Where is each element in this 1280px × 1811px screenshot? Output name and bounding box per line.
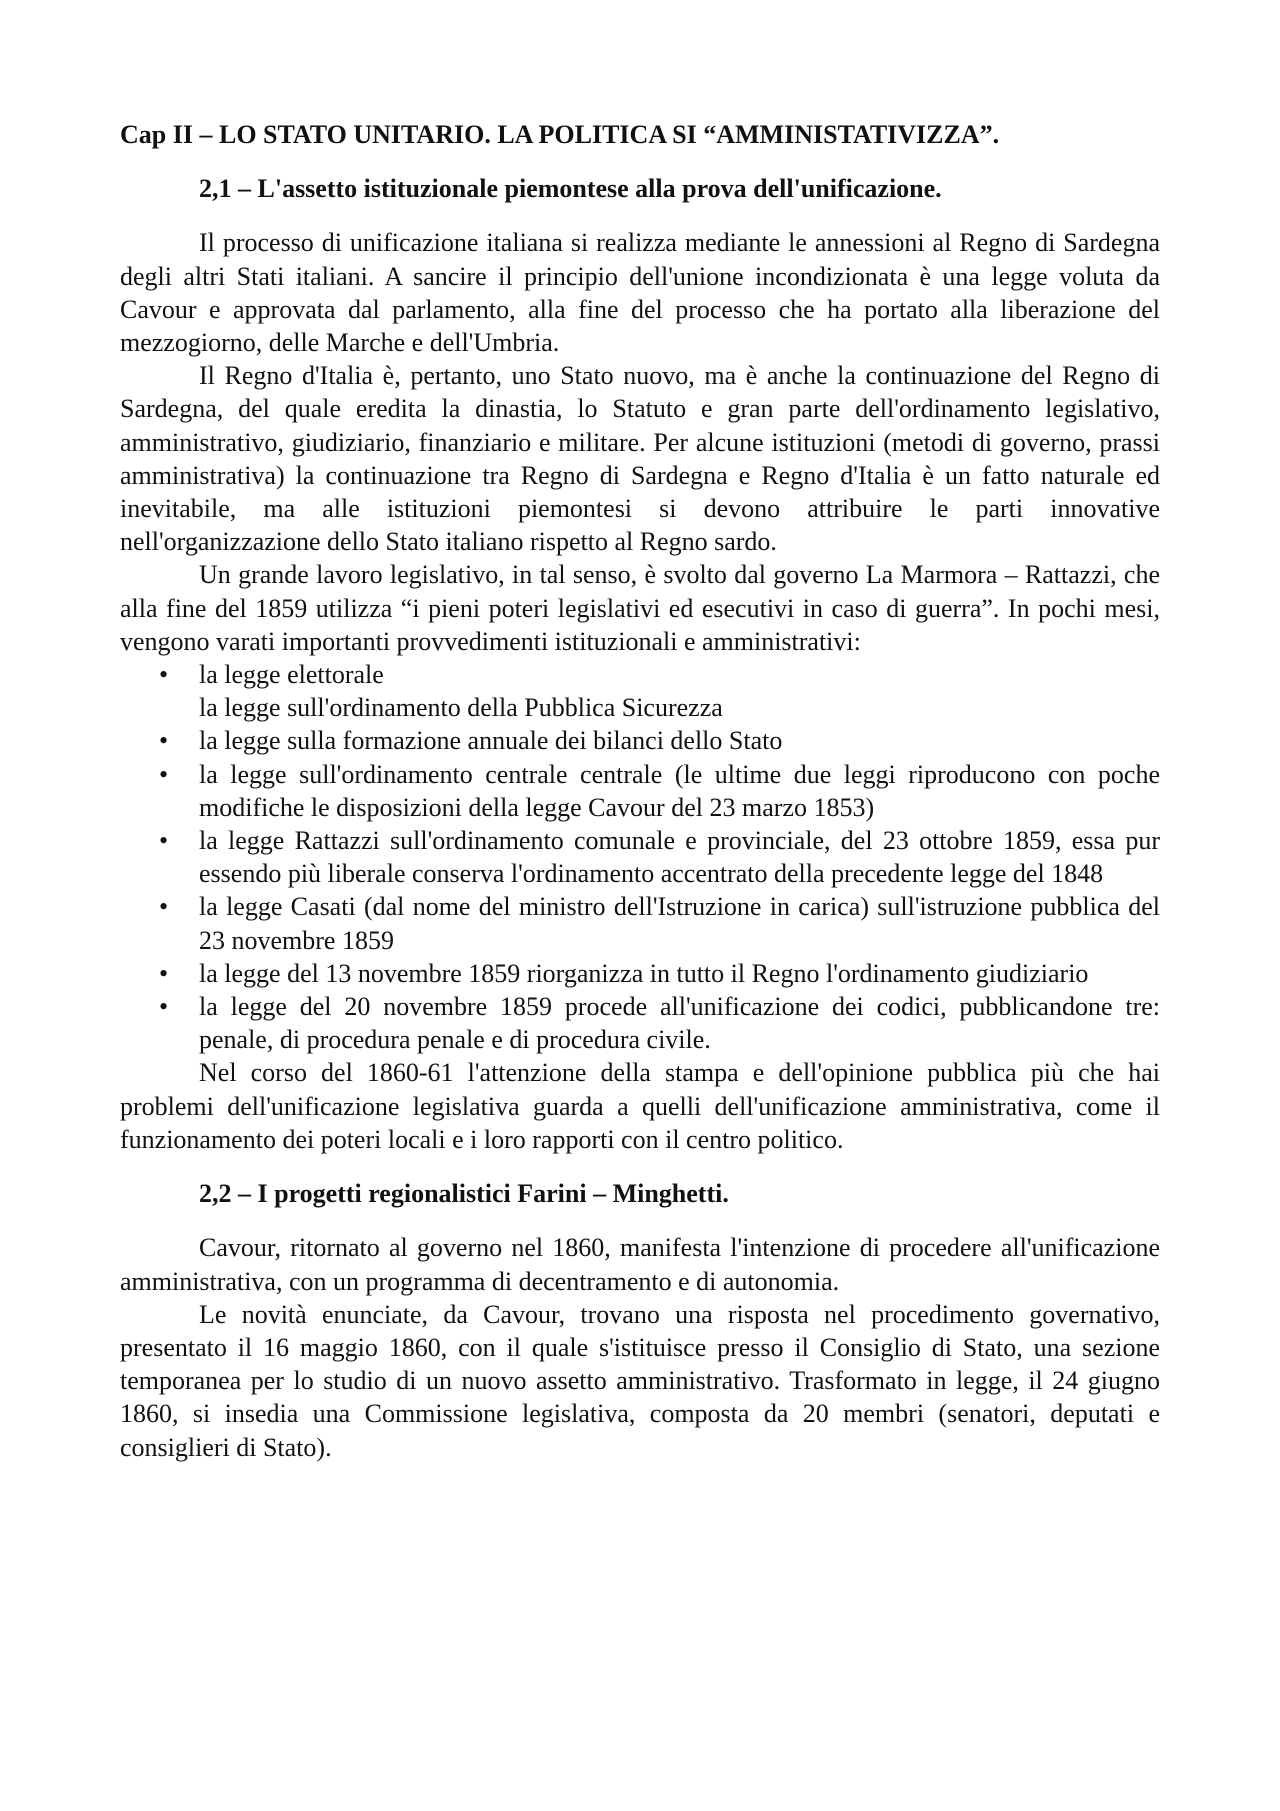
paragraph: Un grande lavoro legislativo, in tal senso, è svolto dal governo La Marmora – Rattazzi, che alla fine del 1859 utilizza “i pieni poteri legislativi ed esecutivi in caso di guerra”. In pochi mesi, vengono varati importanti provvedimenti istituzionali e amministrativi: (120, 560, 1160, 656)
list-item-text: la legge Casati (dal nome del ministro dell'Istruzione in carica) sull'istruzione pubblica del 23 novembre 1859 (199, 892, 1160, 955)
paragraph: Cavour, ritornato al governo nel 1860, manifesta l'intenzione di procedere all'unificazione amministrativa, con un programma di decentramento e di autonomia. (120, 1233, 1160, 1296)
list-item (120, 658, 1160, 691)
paragraph: Il Regno d'Italia è, pertanto, uno Stato nuovo, ma è anche la continuazione del Regno di Sardegna, del quale eredita la dinastia, lo Statuto e gran parte dell'ordinamento legislativo, amministrativo, giudiziario, finanziario e militare. Per alcune istituzioni (metodi di governo, prassi amministrativa) la continuazione tra Regno di Sardegna e Regno d'Italia è un fatto naturale ed inevitabile, ma alle istituzioni piemontesi si devono attribuire le parti innovative nell'organizzazione dello Stato italiano rispetto al Regno sardo. (120, 361, 1160, 557)
laws-list (120, 658, 1160, 1056)
bullet-icon: • (159, 992, 169, 1022)
list-item (120, 724, 1160, 757)
document-page (120, 118, 1160, 1464)
section-title-2-1: 2,1 – L'assetto istituzionale piemontese alla prova dell'unificazione. (199, 174, 942, 204)
list-item (120, 824, 1160, 890)
list-item-text: la legge Rattazzi sull'ordinamento comunale e provinciale, del 23 ottobre 1859, essa pur essendo più liberale conserva l'ordinamento accentrato della precedente legge del 1848 (199, 826, 1160, 889)
list-item-text: la legge del 20 novembre 1859 procede all'unificazione dei codici, pubblicandone tre: penale, di procedura penale e di procedura civile. (199, 992, 1160, 1055)
list-item-text: la legge sulla formazione annuale dei bilanci dello Stato (199, 726, 783, 756)
paragraph: Le novità enunciate, da Cavour, trovano una risposta nel procedimento governativo, presentato il 16 maggio 1860, con il quale s'istituisce presso il Consiglio di Stato, una sezione temporanea per lo studio di un nuovo assetto amministrativo. Trasformato in legge, il 24 giugno 1860, si insedia una Commissione legislativa, composta da 20 membri (senatori, deputati e consiglieri di Stato). (120, 1299, 1160, 1462)
bullet-icon: • (159, 660, 169, 690)
bullet-icon: • (159, 759, 169, 789)
paragraph: Il processo di unificazione italiana si realizza mediante le annessioni al Regno di Sardegna degli altri Stati italiani. A sancire il principio dell'unione incondizionata è una legge voluta da Cavour e approvata dal parlamento, alla fine del processo che ha portato alla liberazione del mezzogiorno, delle Marche e dell'Umbria. (120, 228, 1160, 358)
bullet-icon: • (159, 826, 169, 856)
chapter-title: Cap II – LO STATO UNITARIO. LA POLITICA SI “AMMINISTATIVIZZA”. (120, 120, 1000, 149)
bullet-icon: • (159, 726, 169, 756)
list-item (120, 890, 1160, 956)
list-item (120, 691, 1160, 724)
list-item (120, 957, 1160, 990)
paragraph: Nel corso del 1860-61 l'attenzione della stampa e dell'opinione pubblica più che hai problemi dell'unificazione legislativa guarda a quelli dell'unificazione amministrativa, come il funzionamento dei poteri locali e i loro rapporti con il centro politico. (120, 1058, 1160, 1154)
bullet-icon: • (159, 958, 169, 988)
list-item-text: la legge sull'ordinamento della Pubblica Sicurezza (199, 693, 723, 723)
list-item (120, 990, 1160, 1056)
list-item-text: la legge del 13 novembre 1859 riorganizza in tutto il Regno l'ordinamento giudiziario (199, 958, 1089, 988)
section-title-2-2: 2,2 – I progetti regionalistici Farini – Minghetti. (199, 1179, 729, 1209)
list-item-text: la legge sull'ordinamento centrale centrale (le ultime due leggi riproducono con poche modifiche le disposizioni della legge Cavour del 23 marzo 1853) (199, 759, 1160, 822)
bullet-icon: • (159, 892, 169, 922)
list-item-text: la legge elettorale (199, 660, 384, 690)
list-item (120, 758, 1160, 824)
